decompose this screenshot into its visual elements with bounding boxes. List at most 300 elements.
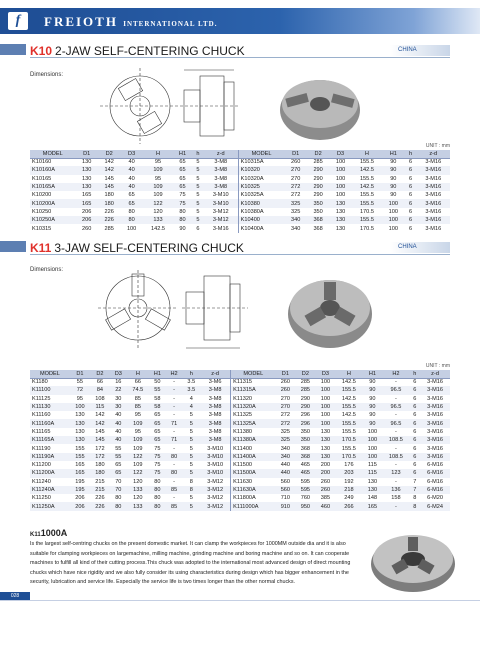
- table-cell: 84: [90, 386, 110, 394]
- table-cell: 260: [82, 225, 92, 232]
- table-cell: 95: [76, 395, 84, 402]
- table-cell: 165: [75, 199, 97, 207]
- table-cell: 6: [408, 208, 413, 215]
- table-cell: 3-M8: [214, 159, 228, 166]
- table-cell: 296: [300, 412, 311, 419]
- table-cell: 122: [143, 199, 173, 207]
- table-cell: 100: [126, 225, 137, 232]
- table-cell: K11240A: [30, 486, 70, 494]
- table-cell: 109: [143, 166, 173, 174]
- table-cell: 3-M12: [200, 502, 231, 510]
- table-cell: 142.5: [150, 225, 165, 232]
- table-cell: 40: [128, 159, 135, 166]
- table-cell: 90: [390, 159, 397, 166]
- table-cell: 172: [90, 453, 110, 461]
- table-cell: K111000A: [231, 502, 276, 510]
- table-cell: 80: [110, 502, 127, 510]
- table-cell: 3-M16: [212, 225, 229, 232]
- table-cell: 385: [320, 495, 331, 502]
- table-cell: 3-M12: [200, 486, 231, 494]
- table-cell: 133: [127, 486, 149, 494]
- table-cell: 340: [280, 445, 291, 452]
- table-cell: 5: [196, 192, 200, 199]
- table-row: [30, 428, 450, 436]
- table-cell: 260: [315, 486, 335, 494]
- table-cell: -: [173, 412, 176, 419]
- table-cell: K11250A: [30, 502, 70, 510]
- origin-badge: CHINA: [390, 242, 450, 253]
- table-cell: 350: [300, 428, 311, 435]
- table-cell: 350: [307, 199, 329, 207]
- column-header: D3: [120, 150, 142, 158]
- table-cell: 3-M10: [207, 462, 224, 469]
- table-cell: 100: [315, 419, 335, 427]
- table-cell: 3-M8: [200, 419, 231, 427]
- table-cell: 65: [179, 159, 186, 166]
- table-cell: 100: [362, 453, 382, 461]
- table-cell: 142: [98, 166, 120, 174]
- table-cell: 3-M16: [420, 419, 450, 427]
- table-cell: 8: [189, 478, 193, 485]
- table-cell: 155: [70, 453, 90, 461]
- table-cell: 71: [166, 419, 183, 427]
- table-cell: 75: [179, 192, 186, 199]
- table-cell: 6: [413, 379, 417, 386]
- table-cell: 130: [335, 208, 346, 215]
- table-cell: 108.5: [382, 453, 409, 461]
- table-cell: -: [173, 445, 176, 452]
- table-cell: 206: [75, 216, 97, 224]
- table-cell: 16: [115, 379, 122, 386]
- table-cell: 155.5: [352, 199, 382, 207]
- section-name: 2-JAW SELF-CENTERING CHUCK: [55, 44, 245, 58]
- table-cell: 192: [344, 478, 354, 485]
- table-cell: 75: [149, 453, 166, 461]
- table-cell: 122: [127, 469, 149, 477]
- table-cell: 100: [335, 159, 346, 166]
- table-cell: 100: [388, 208, 398, 215]
- table-cell: 3-M8: [200, 436, 231, 444]
- table-cell: K11325A: [231, 419, 276, 427]
- table-cell: 3-M8: [204, 183, 238, 191]
- table-cell: 200: [315, 469, 335, 477]
- table-cell: 206: [70, 502, 90, 510]
- brand-logo: f: [0, 8, 36, 34]
- table-cell: 165: [82, 192, 92, 199]
- table-cell: 180: [104, 192, 114, 199]
- table-cell: 5: [196, 159, 200, 166]
- table-cell: 123: [382, 469, 409, 477]
- table-cell: 30: [115, 395, 122, 402]
- table-row: [30, 378, 450, 386]
- table-cell: 270: [290, 175, 301, 182]
- table-cell: 226: [95, 495, 105, 502]
- page-number: 028: [0, 592, 30, 600]
- table-cell: K1180: [32, 379, 48, 386]
- table-cell: 100: [315, 386, 335, 394]
- table-cell: -: [173, 462, 176, 469]
- unit-label: UNIT : mm: [425, 363, 450, 369]
- table-cell: 6: [413, 412, 417, 419]
- table-cell: 65: [120, 199, 142, 207]
- table-cell: 290: [307, 166, 329, 174]
- table-cell: 130: [70, 436, 90, 444]
- table-cell: 115: [90, 403, 110, 411]
- dimensions-label: Dimensions:: [30, 72, 64, 78]
- table-cell: 90: [369, 395, 376, 402]
- table-cell: 100: [367, 428, 378, 435]
- table-cell: 368: [307, 216, 329, 224]
- table-cell: 6-M16: [420, 469, 450, 477]
- table-row: [30, 166, 450, 174]
- table-cell: K11165: [32, 428, 51, 435]
- table-cell: 3-M16: [417, 199, 450, 207]
- table-cell: 170.5: [359, 208, 374, 215]
- table-cell: 340: [275, 453, 295, 461]
- table-cell: 80: [166, 453, 183, 461]
- column-header: H1: [382, 150, 404, 158]
- table-cell: 8: [182, 486, 200, 494]
- table-cell: 325: [290, 208, 301, 215]
- table-cell: 85: [166, 486, 183, 494]
- table-cell: 3-M16: [427, 428, 443, 435]
- table-row: [30, 199, 450, 207]
- table-cell: 465: [300, 462, 311, 469]
- table-cell: 215: [95, 478, 105, 485]
- table-cell: 272: [290, 192, 301, 199]
- table-cell: 3-M10: [204, 199, 238, 207]
- table-cell: 100: [382, 199, 404, 207]
- table-cell: 80: [149, 486, 166, 494]
- table-row: [30, 444, 450, 452]
- table-cell: 155: [75, 445, 85, 452]
- table-cell: K11315A: [231, 386, 276, 394]
- table-row: [30, 158, 450, 166]
- table-row: [30, 395, 450, 403]
- table-cell: K11160: [32, 412, 51, 419]
- table-cell: 55: [149, 386, 166, 394]
- table-cell: 66: [134, 379, 141, 386]
- table-cell: K11400A: [231, 453, 276, 461]
- table-cell: 130: [315, 453, 335, 461]
- table-cell: 3-M12: [204, 216, 238, 224]
- table-cell: 3-M16: [425, 159, 442, 166]
- table-cell: K11250: [32, 495, 51, 502]
- table-cell: 145: [98, 183, 120, 191]
- table-cell: 40: [120, 166, 142, 174]
- table-cell: 122: [127, 453, 149, 461]
- table-row: [30, 469, 450, 477]
- table-cell: 296: [295, 419, 315, 427]
- column-header: D1: [284, 150, 306, 158]
- table-cell: K10160: [32, 159, 52, 166]
- table-cell: 100: [388, 225, 398, 232]
- table-cell: 90: [382, 183, 404, 191]
- table-cell: 142: [95, 412, 105, 419]
- table-cell: 6: [409, 386, 420, 394]
- table-cell: 170.5: [335, 436, 362, 444]
- table-cell: 155.5: [335, 403, 362, 411]
- table-cell: 109: [153, 192, 163, 199]
- table-cell: 55: [115, 445, 122, 452]
- table-cell: 130: [75, 428, 85, 435]
- table-cell: 155.5: [335, 419, 362, 427]
- table-cell: 130: [320, 428, 331, 435]
- table-cell: 100: [382, 216, 404, 224]
- table-cell: K10165A: [30, 183, 75, 191]
- table-cell: 133: [143, 216, 173, 224]
- table-cell: 100: [320, 395, 331, 402]
- table-cell: 80: [154, 495, 161, 502]
- table-cell: 130: [329, 199, 351, 207]
- table-cell: 100: [320, 412, 331, 419]
- table-cell: -: [394, 445, 397, 452]
- table-cell: 368: [300, 445, 311, 452]
- table-cell: 290: [307, 183, 329, 191]
- column-header: H: [352, 150, 382, 158]
- table-cell: 145: [90, 436, 110, 444]
- table-cell: 130: [70, 419, 90, 427]
- table-cell: 6: [405, 166, 417, 174]
- table-cell: 85: [134, 395, 141, 402]
- table-cell: K11630: [231, 478, 276, 486]
- brand-header: [0, 8, 480, 34]
- table-cell: 272: [280, 412, 291, 419]
- table-cell: 910: [275, 502, 295, 510]
- table-cell: 90: [369, 412, 376, 419]
- table-cell: 3-M16: [420, 386, 450, 394]
- table-cell: K10380: [238, 199, 284, 207]
- table-cell: 260: [320, 478, 331, 485]
- table-cell: 5: [189, 495, 193, 502]
- section-code: K11: [30, 241, 52, 255]
- table-cell: 5: [192, 183, 204, 191]
- table-cell: 80: [166, 469, 183, 477]
- table-cell: 290: [295, 403, 315, 411]
- table-row: [30, 191, 450, 199]
- table-cell: 70: [110, 486, 127, 494]
- table-cell: 95: [134, 428, 141, 435]
- column-header: H: [335, 370, 362, 378]
- table-row: [30, 478, 450, 486]
- table-cell: 100: [335, 175, 346, 182]
- column-header: h: [192, 150, 204, 158]
- title-bar: [0, 44, 26, 55]
- table-cell: -: [394, 462, 397, 469]
- section-code: K10: [30, 44, 53, 58]
- table-cell: 100: [70, 403, 90, 411]
- table-cell: 120: [133, 495, 143, 502]
- table-cell: 85: [127, 403, 149, 411]
- table-cell: 3-M16: [417, 216, 450, 224]
- table-cell: 80: [120, 216, 142, 224]
- table-cell: 8: [409, 502, 420, 510]
- table-cell: K11315: [231, 378, 276, 386]
- column-header: H1: [149, 370, 166, 378]
- table-cell: 40: [128, 175, 135, 182]
- table-row: [30, 216, 450, 224]
- table-cell: 65: [149, 436, 166, 444]
- table-cell: 130: [75, 412, 85, 419]
- column-header: H1: [173, 150, 192, 158]
- table-cell: 5: [192, 199, 204, 207]
- table-row: [30, 403, 450, 411]
- table-cell: -: [394, 478, 397, 485]
- table-cell: -: [173, 395, 176, 402]
- table-cell: K11165A: [30, 436, 70, 444]
- table-cell: 3-M12: [207, 478, 224, 485]
- table-cell: 90: [382, 166, 404, 174]
- table-cell: 3-M8: [200, 386, 231, 394]
- column-header: z-d: [417, 150, 450, 158]
- table-cell: 180: [98, 199, 120, 207]
- k11-spec-table: [30, 370, 450, 511]
- k1000-title: K111000A: [30, 528, 68, 538]
- table-cell: 272: [275, 419, 295, 427]
- table-cell: 100: [315, 403, 335, 411]
- table-cell: 6: [408, 175, 413, 182]
- table-cell: 130: [82, 159, 92, 166]
- table-cell: 172: [95, 445, 105, 452]
- table-cell: 760: [300, 495, 311, 502]
- table-cell: 206: [82, 208, 92, 215]
- table-cell: 40: [110, 436, 127, 444]
- table-cell: 3-M16: [427, 445, 443, 452]
- table-cell: 80: [149, 502, 166, 510]
- table-cell: 90: [390, 192, 397, 199]
- table-cell: 142.5: [341, 379, 356, 386]
- table-cell: 65: [110, 469, 127, 477]
- table-cell: -: [382, 502, 409, 510]
- table-cell: 5: [182, 419, 200, 427]
- table-cell: K10250A: [30, 216, 75, 224]
- table-cell: K11500A: [231, 469, 276, 477]
- table-cell: 560: [280, 478, 291, 485]
- table-cell: 206: [75, 495, 85, 502]
- table-cell: 3-M16: [420, 403, 450, 411]
- table-cell: K10320A: [238, 175, 284, 183]
- table-cell: 260: [290, 159, 301, 166]
- table-cell: 155.5: [341, 428, 356, 435]
- column-header: h: [409, 370, 420, 378]
- table-cell: K11130: [30, 403, 70, 411]
- table-cell: 50: [154, 379, 161, 386]
- table-cell: 285: [295, 386, 315, 394]
- table-row: [30, 486, 450, 494]
- table-cell: 3-M16: [417, 183, 450, 191]
- table-cell: 170.5: [359, 225, 374, 232]
- table-cell: 195: [75, 478, 85, 485]
- table-cell: 3-M12: [212, 208, 229, 215]
- table-cell: K10200: [32, 192, 52, 199]
- table-row: [30, 411, 450, 419]
- column-header: z-d: [200, 370, 231, 378]
- table-cell: 109: [133, 445, 143, 452]
- table-cell: 325: [275, 436, 295, 444]
- table-cell: 6-M16: [420, 486, 450, 494]
- table-cell: 155.5: [352, 216, 382, 224]
- table-cell: 58: [149, 403, 166, 411]
- table-cell: 460: [315, 502, 335, 510]
- table-cell: 130: [315, 436, 335, 444]
- table-cell: -: [173, 379, 176, 386]
- table-cell: 80: [115, 495, 122, 502]
- table-cell: K11325: [231, 411, 276, 419]
- table-cell: 130: [362, 486, 382, 494]
- table-cell: 350: [313, 208, 323, 215]
- column-header: H: [127, 370, 149, 378]
- table-cell: 6: [405, 183, 417, 191]
- table-cell: K11380A: [231, 436, 276, 444]
- table-cell: 96.5: [382, 403, 409, 411]
- table-cell: K10400: [238, 216, 284, 224]
- k1000-chuck-photo: [368, 528, 458, 594]
- table-cell: 115: [367, 462, 377, 469]
- table-cell: 3-M6: [208, 379, 222, 386]
- table-cell: 145: [104, 175, 114, 182]
- table-cell: 226: [98, 216, 120, 224]
- table-cell: 142.5: [341, 412, 356, 419]
- table-cell: 96.5: [382, 386, 409, 394]
- table-cell: 155.5: [359, 192, 374, 199]
- table-cell: K11400: [231, 444, 276, 452]
- table-cell: 90: [390, 175, 397, 182]
- table-cell: 6: [409, 419, 420, 427]
- table-cell: 176: [344, 462, 354, 469]
- table-cell: 3-M10: [200, 469, 231, 477]
- table-cell: 6-M24: [420, 502, 450, 510]
- table-cell: 3-M8: [208, 412, 222, 419]
- table-cell: 290: [313, 192, 323, 199]
- table-cell: 260: [275, 386, 295, 394]
- k1000-description: Is the largest self-centring chucks on the present domestic market. It can clamp the workpieces for 1000MM outside dia and it is also suitable for clamping workpieces on largemachine, milling machine, grinding machine and boring machine and so on. It can cooperate machines to fulfill all kind of their cutting process.This chuck was adopted to the international most advanced design of direct mounting chucks which have nice rigidity and we also fully consider its using characteristics during design which has bigger enhancement in the security, lubrication and service life. Especially the service life is two times longer than the other normal chucks.: [30, 541, 351, 586]
- table-cell: 108: [95, 395, 105, 402]
- table-cell: -: [394, 379, 397, 386]
- table-cell: -: [394, 412, 397, 419]
- origin-badge: CHINA: [390, 45, 450, 56]
- table-cell: 100: [367, 445, 378, 452]
- table-cell: 55: [76, 379, 84, 386]
- table-cell: 80: [173, 216, 192, 224]
- table-cell: 5: [182, 469, 200, 477]
- column-header: h: [182, 370, 200, 378]
- table-cell: 3-M10: [200, 453, 231, 461]
- table-cell: K11200A: [30, 469, 70, 477]
- table-cell: 7: [409, 486, 420, 494]
- footer-divider: [0, 600, 480, 601]
- table-cell: 55: [110, 453, 127, 461]
- table-cell: K11100: [30, 386, 70, 394]
- table-cell: 130: [82, 175, 92, 182]
- table-cell: 100: [320, 379, 331, 386]
- table-cell: 142: [104, 159, 114, 166]
- table-cell: 6: [409, 403, 420, 411]
- table-cell: 90: [369, 379, 376, 386]
- table-cell: 90: [362, 386, 382, 394]
- table-row: [30, 453, 450, 461]
- table-cell: K10400A: [238, 224, 284, 232]
- table-cell: K10320: [238, 166, 284, 174]
- table-cell: 70: [115, 478, 122, 485]
- table-cell: 6: [196, 225, 200, 232]
- table-cell: 3-M16: [425, 208, 442, 215]
- column-header: D1: [275, 370, 295, 378]
- table-cell: 6-M16: [427, 478, 443, 485]
- table-cell: 155.5: [341, 445, 356, 452]
- table-cell: 165: [362, 502, 382, 510]
- table-cell: 108.5: [382, 436, 409, 444]
- column-header: H2: [166, 370, 183, 378]
